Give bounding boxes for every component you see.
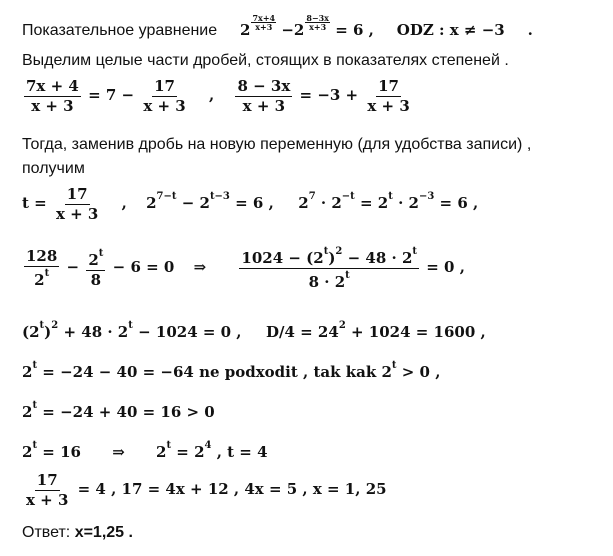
root-accepted-line: $2^t = -24 + 40 = 16 > 0$ [22, 400, 215, 421]
fraction-decomposition-line: $\frac{7x + 4}{x + 3}$ = 7 − $\frac{17}{x + 3}$ , $\frac{8 - 3x}{x + 3}$ = −3 + $\frac{17}{x + 3}$ [26, 77, 410, 115]
substitution-text: Тогда, заменив дробь на новую переменную (для удобства записи) , [22, 136, 532, 153]
power-term-2: −2 $\frac{8-3x}{x+3}$ [281, 13, 329, 39]
implies-arrow-2: ⇒ [112, 443, 125, 461]
exponent-fraction-2: $\frac{8-3x}{x+3}$ [306, 13, 329, 32]
equation-rhs: = 6 , [335, 21, 374, 39]
fraction-t: $\frac{17}{x + 3}$ [55, 185, 99, 223]
answer-dot: . [128, 524, 133, 541]
discriminant: $D/4 = 24^2 + 1024 = 1600$ , [266, 320, 486, 341]
fraction-128: $\frac{128}{2^t}$ [26, 247, 58, 289]
fraction-2t-8: $\frac{2^t}{8}$ [88, 248, 104, 289]
instruction-text: Выделим целые части дробей, стоящих в показателях степеней . [22, 52, 509, 69]
implies-arrow: ⇒ [193, 258, 207, 276]
exponent-fraction-1: $\frac{7x+4}{x+3}$ [252, 13, 276, 32]
fraction-8-3x: $\frac{8 - 3x}{x + 3}$ [237, 77, 291, 115]
rational-equation-line: $\frac{128}{2^t}$ − $\frac{2^t}{8}$ − 6 = 0 ⇒ $\frac{1024 - (2^t)^2 - 48 \cdot 2^t}{8 \cdot 2^t}$ = 0 , [26, 246, 465, 291]
fraction-17-final: $\frac{17}{x + 3}$ [26, 471, 69, 509]
fraction-7x4: $\frac{7x + 4}{x + 3}$ [26, 77, 79, 115]
solve-x-line: $\frac{17}{x + 3}$ = 4 , 17 = 4x + 12 , 4x = 5 , x = 1, 25 [26, 471, 387, 509]
equation-statement-line [22, 14, 533, 40]
equation-in-t: $2^{7-t} - 2^{t-3} = 6$ , [146, 191, 274, 212]
fraction-17-a: $\frac{17}{x + 3}$ [143, 77, 186, 115]
answer-label: Ответ: [22, 524, 71, 541]
odz-condition: ODZ : x ≠ −3 [396, 21, 505, 39]
quadratic-line: $(2^t)^2 + 48 \cdot 2^t - 1024 = 0$ , $D/4 = 24^2 + 1024 = 1600$ , [22, 320, 486, 341]
answer-line [22, 524, 133, 542]
statement-label: Показательное уравнение [22, 22, 218, 39]
substitution-text-cont: получим [22, 160, 85, 177]
solve-t-line: $2^t = 16$ ⇒ $2^t = 2^4$ , t = 4 [22, 440, 268, 461]
fraction-17-b: $\frac{17}{x + 3}$ [367, 77, 410, 115]
equation-in-t-expanded: $2^7 \cdot 2^{-t} = 2^t \cdot 2^{-3} = 6$ , [298, 191, 479, 212]
root-rejected-line: $2^t = -24 - 40 = -64$ ne podxodit , tak kak $2^t > 0$ , [22, 360, 441, 381]
power-term-1: 2 $\frac{7x+4}{x+3}$ [240, 13, 276, 39]
answer-value: x=1,25 [74, 524, 125, 541]
substitution-line: t = $\frac{17}{x + 3}$ , $2^{7-t} - 2^{t-3} = 6$ , $2^7 \cdot 2^{-t} = 2^t \cdot 2^{-3} = 6$ , [22, 185, 479, 223]
line-end-dot: . [527, 21, 533, 39]
fraction-combined: $\frac{1024 - (2^t)^2 - 48 \cdot 2^t}{8 \cdot 2^t}$ [241, 246, 418, 291]
